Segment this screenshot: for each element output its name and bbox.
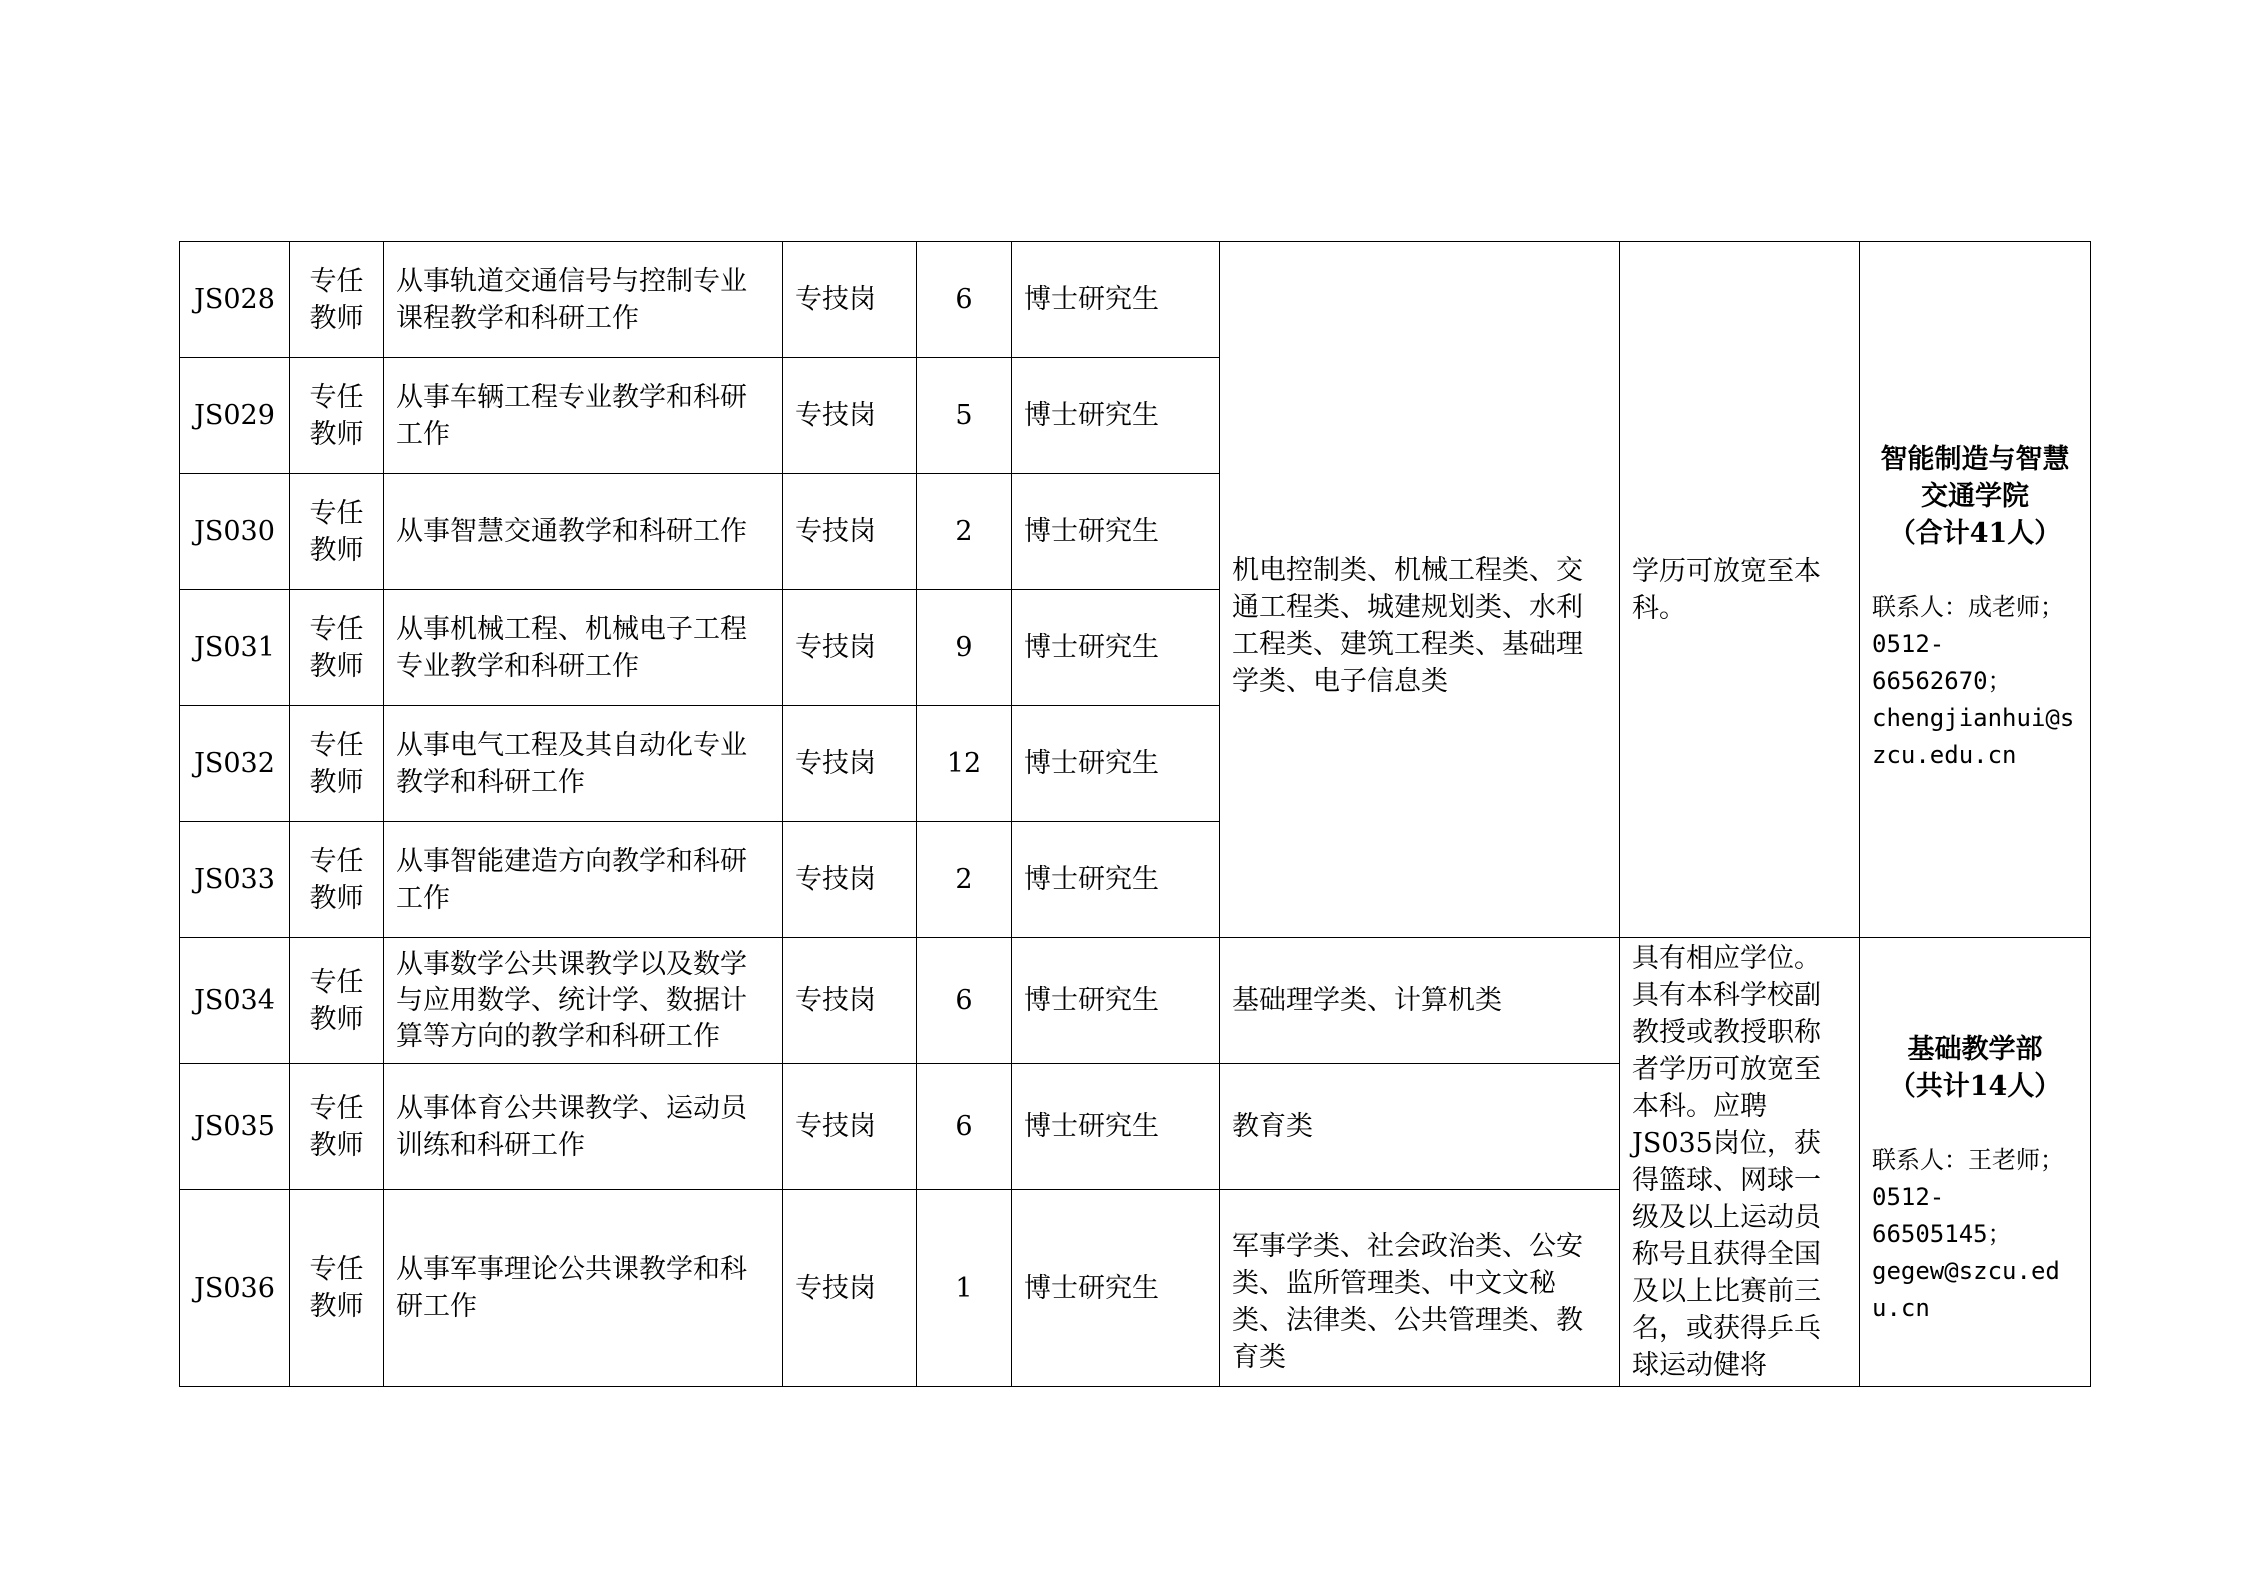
education-requirement: 博士研究生 — [1012, 242, 1220, 358]
contact-phone: 0512-66505145； — [1872, 1183, 2012, 1248]
post-category: 专技岗 — [783, 938, 917, 1064]
other-requirement: 具有相应学位。具有本科学校副教授或教授职称者学历可放宽至本科。应聘JS035岗位，获得篮球、网球一级及以上运动员称号且获得全国及以上比赛前三名，或获得乒乓球运动健将 — [1620, 938, 1860, 1387]
job-duty: 从事车辆工程专业教学和科研工作 — [384, 358, 783, 474]
post-category: 专技岗 — [783, 822, 917, 938]
position-type: 专任 教师 — [290, 358, 384, 474]
table-row — [180, 242, 2091, 358]
position-type: 专任 教师 — [290, 242, 384, 358]
position-type: 专任 教师 — [290, 706, 384, 822]
position-code: JS029 — [180, 358, 290, 474]
headcount: 6 — [917, 1064, 1012, 1190]
post-category: 专技岗 — [783, 590, 917, 706]
position-type: 专任 教师 — [290, 822, 384, 938]
post-category: 专技岗 — [783, 474, 917, 590]
department-name: 智能制造与智慧交通学院 — [1880, 444, 2070, 512]
position-type: 专任 教师 — [290, 590, 384, 706]
position-code: JS034 — [180, 938, 290, 1064]
contact-phone: 0512-66562670； — [1872, 630, 2012, 695]
education-requirement: 博士研究生 — [1012, 706, 1220, 822]
contact-person: 联系人：王老师； — [1872, 1146, 2064, 1174]
contact-person: 联系人：成老师； — [1872, 593, 2064, 621]
table-row — [180, 938, 2091, 1064]
post-category: 专技岗 — [783, 1064, 917, 1190]
job-duty: 从事智慧交通教学和科研工作 — [384, 474, 783, 590]
job-duty: 从事智能建造方向教学和科研工作 — [384, 822, 783, 938]
position-code: JS035 — [180, 1064, 290, 1190]
post-category: 专技岗 — [783, 706, 917, 822]
job-duty: 从事数学公共课教学以及数学与应用数学、统计学、数据计算等方向的教学和科研工作 — [384, 938, 783, 1064]
department-name: 基础教学部 — [1907, 1034, 2043, 1065]
job-duty: 从事体育公共课教学、运动员训练和科研工作 — [384, 1064, 783, 1190]
contact-email: chengjianhui@szcu.edu.cn — [1872, 704, 2075, 769]
job-duty: 从事机械工程、机械电子工程专业教学和科研工作 — [384, 590, 783, 706]
headcount: 1 — [917, 1190, 1012, 1387]
headcount: 12 — [917, 706, 1012, 822]
position-code: JS030 — [180, 474, 290, 590]
position-code: JS032 — [180, 706, 290, 822]
headcount: 2 — [917, 474, 1012, 590]
education-requirement: 博士研究生 — [1012, 590, 1220, 706]
department-total: （合计41人） — [1888, 518, 2062, 549]
position-type: 专任 教师 — [290, 938, 384, 1064]
education-requirement: 博士研究生 — [1012, 822, 1220, 938]
position-code: JS028 — [180, 242, 290, 358]
job-duty: 从事轨道交通信号与控制专业课程教学和科研工作 — [384, 242, 783, 358]
position-type: 专任 教师 — [290, 474, 384, 590]
contact-email: gegew@szcu.edu.cn — [1872, 1257, 2060, 1322]
education-requirement: 博士研究生 — [1012, 938, 1220, 1064]
education-requirement: 博士研究生 — [1012, 474, 1220, 590]
position-code: JS036 — [180, 1190, 290, 1387]
department-info — [1860, 242, 2091, 938]
headcount: 6 — [917, 242, 1012, 358]
post-category: 专技岗 — [783, 1190, 917, 1387]
other-requirement: 学历可放宽至本科。 — [1620, 242, 1860, 938]
headcount: 9 — [917, 590, 1012, 706]
position-code: JS031 — [180, 590, 290, 706]
recruitment-table — [179, 241, 2091, 1387]
job-duty: 从事电气工程及其自动化专业教学和科研工作 — [384, 706, 783, 822]
job-duty: 从事军事理论公共课教学和科研工作 — [384, 1190, 783, 1387]
headcount: 2 — [917, 822, 1012, 938]
major-requirement: 教育类 — [1220, 1064, 1620, 1190]
education-requirement: 博士研究生 — [1012, 1190, 1220, 1387]
education-requirement: 博士研究生 — [1012, 1064, 1220, 1190]
department-info — [1860, 938, 2091, 1387]
major-requirement: 机电控制类、机械工程类、交通工程类、城建规划类、水利工程类、建筑工程类、基础理学类、电子信息类 — [1220, 242, 1620, 938]
headcount: 6 — [917, 938, 1012, 1064]
position-code: JS033 — [180, 822, 290, 938]
post-category: 专技岗 — [783, 242, 917, 358]
education-requirement: 博士研究生 — [1012, 358, 1220, 474]
position-type: 专任 教师 — [290, 1190, 384, 1387]
post-category: 专技岗 — [783, 358, 917, 474]
major-requirement: 军事学类、社会政治类、公安类、监所管理类、中文文秘类、法律类、公共管理类、教育类 — [1220, 1190, 1620, 1387]
major-requirement: 基础理学类、计算机类 — [1220, 938, 1620, 1064]
headcount: 5 — [917, 358, 1012, 474]
position-type: 专任 教师 — [290, 1064, 384, 1190]
department-total: （共计14人） — [1888, 1071, 2062, 1102]
